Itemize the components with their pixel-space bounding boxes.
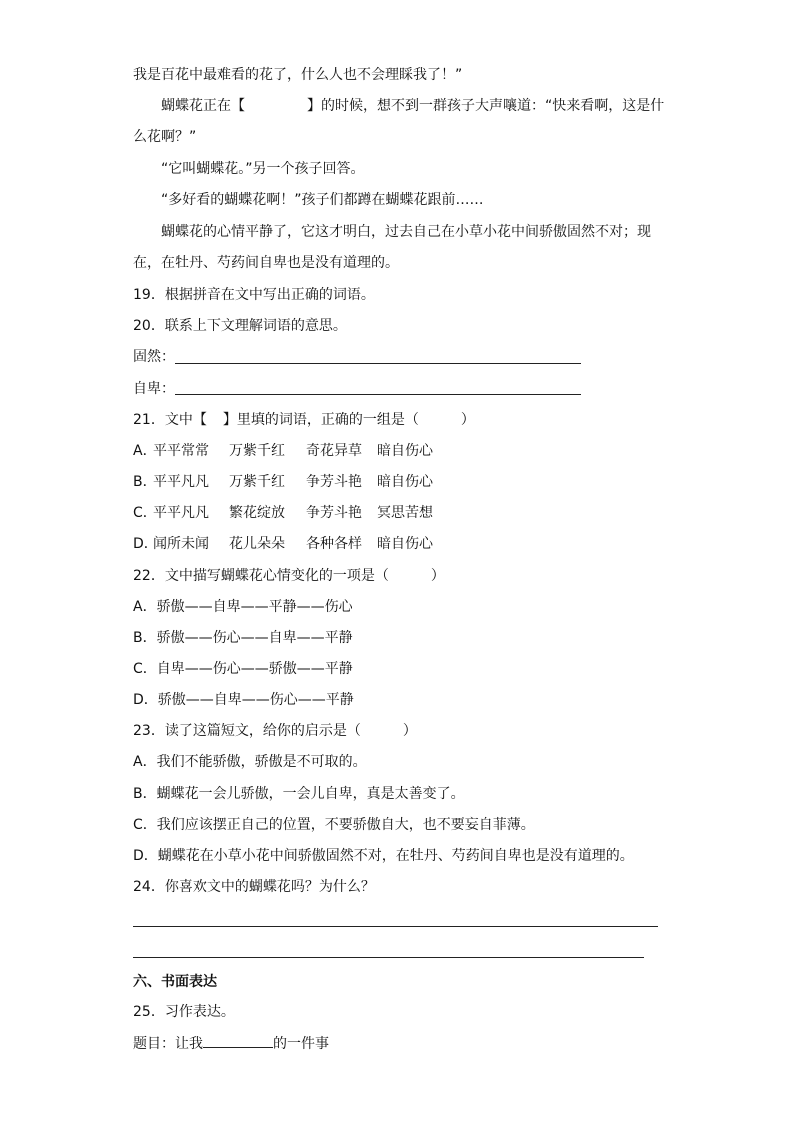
essay-title — [133, 1033, 329, 1054]
answer-line[interactable] — [175, 394, 581, 395]
option[interactable]: A．骄傲——自卑——平静——伤心 — [133, 599, 353, 615]
option-word: 冥思苦想 — [377, 505, 433, 521]
title-blank[interactable] — [203, 1033, 273, 1048]
section-heading: 六、书面表达 — [133, 974, 217, 990]
question-22 — [133, 566, 445, 586]
text: 题目：让我 — [133, 1036, 203, 1052]
option[interactable]: D．蝴蝶花在小草小花中间骄傲固然不对，在牡丹、芍药间自卑也是没有道理的。 — [133, 848, 634, 864]
passage-line: “多好看的蝴蝶花啊！”孩子们都蹲在蝴蝶花跟前…… — [161, 192, 484, 208]
q20-item-label: 固然： — [133, 349, 175, 365]
answer-line[interactable] — [175, 363, 581, 364]
question-23 — [133, 721, 417, 741]
option-word: 奇花异草 — [306, 443, 362, 459]
text: ） — [460, 412, 475, 428]
option-word: 争芳斗艳 — [306, 505, 362, 521]
passage-line — [161, 96, 664, 116]
passage-line: 蝴蝶花的心情平静了，它这才明白，过去自己在小草小花中间骄傲固然不对；现 — [161, 224, 651, 240]
text: ） — [402, 723, 417, 739]
answer-line[interactable] — [133, 957, 644, 958]
text: 蝴蝶花正在【 — [161, 98, 245, 114]
option-letter[interactable]: A． — [133, 443, 157, 459]
text: 23．读了这篇短文，给你的启示是（ — [133, 723, 361, 739]
option-word: 万紫千红 — [229, 443, 285, 459]
text: ） — [430, 568, 445, 584]
option-word: 闻所未闻 — [153, 536, 209, 552]
question-24: 24．你喜欢文中的蝴蝶花吗？为什么？ — [133, 879, 375, 895]
passage-line: “它叫蝴蝶花。”另一个孩子回答。 — [161, 161, 365, 177]
question-20: 20．联系上下文理解词语的意思。 — [133, 318, 347, 334]
option-word: 平平凡凡 — [153, 474, 209, 490]
option-letter[interactable]: C． — [133, 505, 157, 521]
option-word: 各种各样 — [306, 536, 362, 552]
passage-line: 在，在牡丹、芍药间自卑也是没有道理的。 — [133, 255, 399, 271]
option[interactable]: B．骄傲——伤心——自卑——平静 — [133, 630, 353, 646]
question-21 — [133, 410, 475, 430]
text: 】里填的词语，正确的一组是（ — [222, 412, 419, 428]
option-word: 暗自伤心 — [377, 536, 433, 552]
option-word: 暗自伤心 — [377, 474, 433, 490]
option-word: 花儿朵朵 — [229, 536, 285, 552]
option-word: 暗自伤心 — [377, 443, 433, 459]
q20-item-label: 自卑： — [133, 381, 175, 397]
text: 22．文中描写蝴蝶花心情变化的一项是（ — [133, 568, 389, 584]
option[interactable]: A．我们不能骄傲，骄傲是不可取的。 — [133, 754, 367, 770]
option-letter[interactable]: B． — [133, 474, 157, 490]
option-word: 争芳斗艳 — [306, 474, 362, 490]
text: 的一件事 — [273, 1036, 329, 1052]
option-word: 繁花绽放 — [229, 505, 285, 521]
passage-line: 么花啊？” — [133, 129, 197, 145]
text: 21．文中【 — [133, 412, 207, 428]
option-letter[interactable]: D． — [133, 536, 158, 552]
question-25: 25．习作表达。 — [133, 1004, 235, 1020]
answer-line[interactable] — [133, 926, 658, 927]
option-word: 平平常常 — [153, 443, 209, 459]
option[interactable]: D．骄傲——自卑——伤心——平静 — [133, 692, 354, 708]
passage-line: 我是百花中最难看的花了，什么人也不会理睬我了！” — [133, 67, 463, 83]
text: 】的时候，想不到一群孩子大声嚷道：“快来看啊，这是什 — [307, 98, 665, 114]
option-word: 万紫千红 — [229, 474, 285, 490]
option[interactable]: C．我们应该摆正自己的位置，不要骄傲自大，也不要妄自菲薄。 — [133, 817, 535, 833]
option-word: 平平凡凡 — [153, 505, 209, 521]
option[interactable]: C．自卑——伤心——骄傲——平静 — [133, 661, 353, 677]
option[interactable]: B．蝴蝶花一会儿骄傲，一会儿自卑，真是太善变了。 — [133, 786, 465, 802]
question-19: 19．根据拼音在文中写出正确的词语。 — [133, 287, 375, 303]
